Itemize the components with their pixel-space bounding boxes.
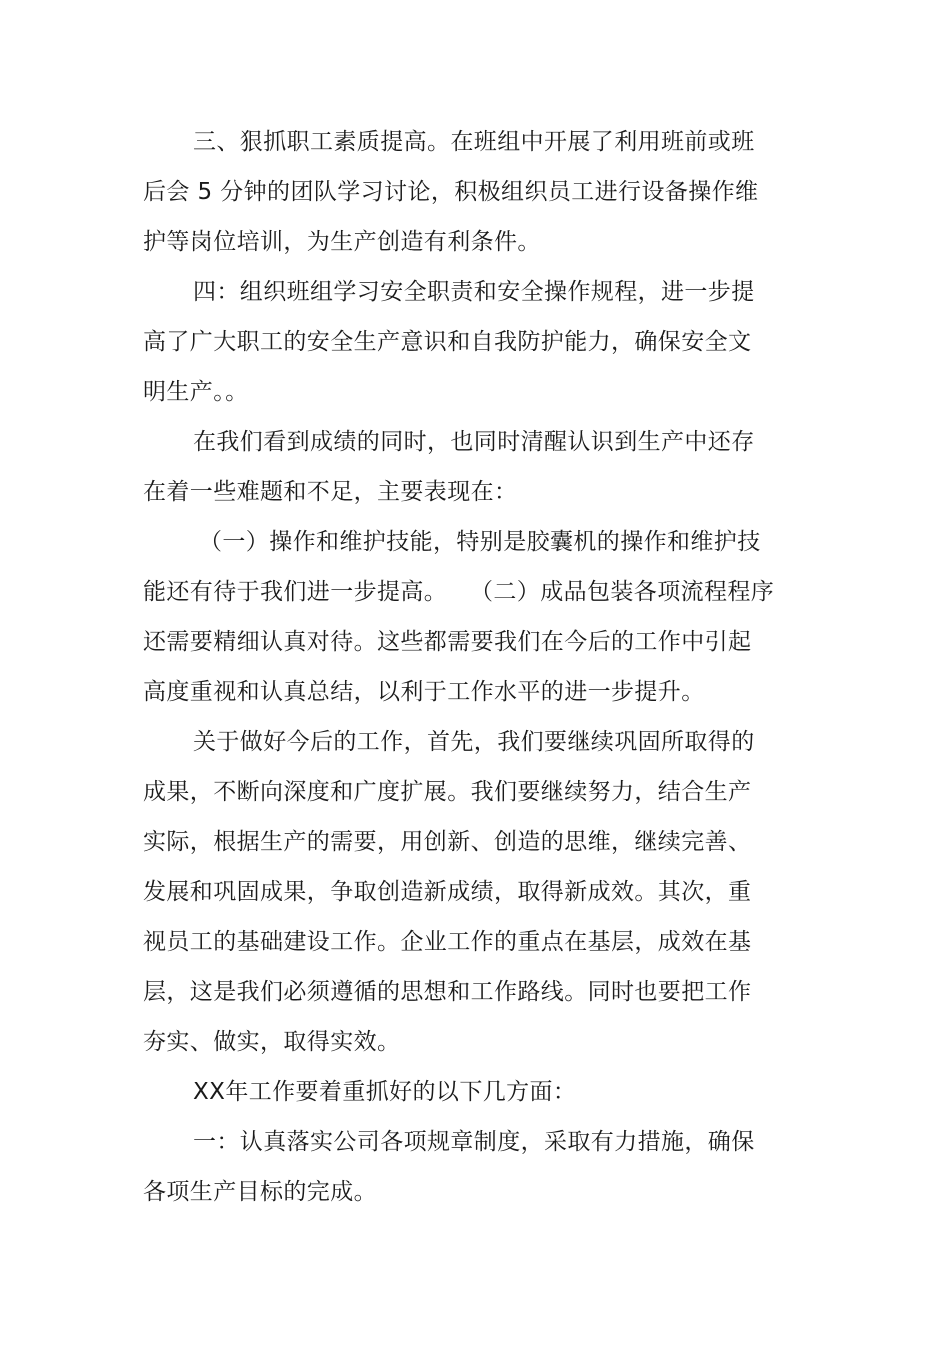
text-line: 还需要精细认真对待。这些都需要我们在今后的工作中引起 [143,629,752,655]
text-line: 发展和巩固成果，争取创造新成绩，取得新成效。其次，重 [143,879,752,905]
text-line: 关于做好今后的工作，首先，我们要继续巩固所取得的 [193,729,755,755]
text-line: 各项生产目标的完成。 [143,1179,377,1205]
text-line: 护等岗位培训，为生产创造有利条件。 [143,229,541,255]
text-line: 能还有待于我们进一步提高。 [143,579,448,605]
text-line: 四：组织班组学习安全职责和安全操作规程，进一步提 [193,279,755,305]
text-line: 三、狠抓职工素质提高。在班组中开展了利用班前或班 [193,129,755,155]
text-line: （二）成品包装各项流程程序 [470,579,775,605]
text-line: XX年工作要着重抓好的以下几方面： [193,1079,577,1105]
text-line: 实际，根据生产的需要，用创新、创造的思维，继续完善、 [143,829,752,855]
text-line: 高了广大职工的安全生产意识和自我防护能力，确保安全文 [143,329,752,355]
text-line: 一：认真落实公司各项规章制度，采取有力措施，确保 [193,1129,755,1155]
text-line: 后会 5 分钟的团队学习讨论，积极组织员工进行设备操作维 [143,179,759,205]
text-line: （一）操作和维护技能，特别是胶囊机的操作和维护技 [199,529,761,555]
text-line: 高度重视和认真总结，以利于工作水平的进一步提升。 [143,679,705,705]
text-line: 成果，不断向深度和广度扩展。我们要继续努力，结合生产 [143,779,752,805]
text-line: 夯实、做实，取得实效。 [143,1029,401,1055]
text-line: 明生产。。 [143,379,249,405]
text-line: 层，这是我们必须遵循的思想和工作路线。同时也要把工作 [143,979,752,1005]
text-line: 在我们看到成绩的同时，也同时清醒认识到生产中还存 [193,429,755,455]
text-line: 视员工的基础建设工作。企业工作的重点在基层，成效在基 [143,929,752,955]
text-line: 在着一些难题和不足，主要表现在： [143,479,518,505]
